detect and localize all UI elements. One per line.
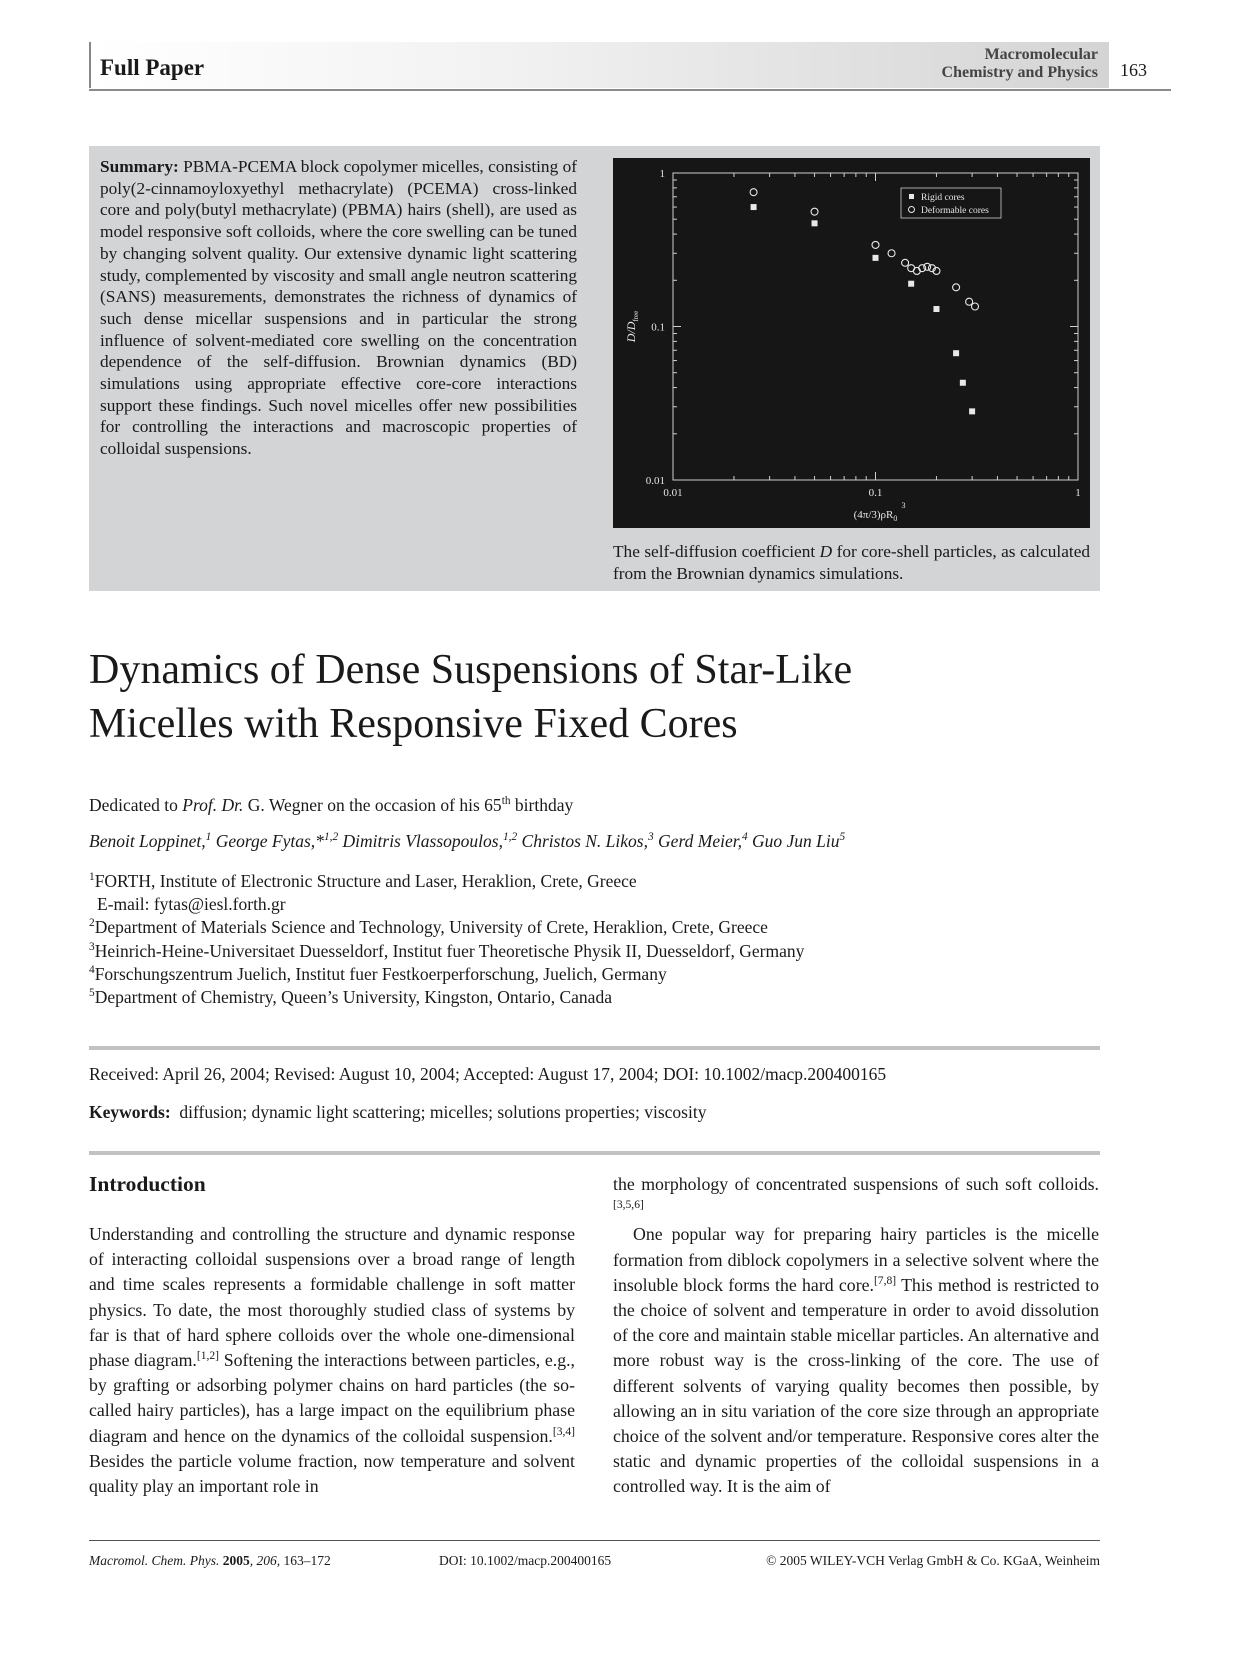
data-point-rigid — [933, 306, 939, 312]
x-axis-label: $(4\pi/3)\rho R_0$ — [853, 509, 898, 523]
caption-variable: D — [819, 542, 833, 561]
summary-label: Summary: — [100, 157, 179, 176]
citation-ref: [1,2] — [196, 1349, 220, 1363]
footer-citation: Macromol. Chem. Phys. 2005, 206, 163–172 — [89, 1553, 331, 1568]
x-tick-label: 0.01 — [663, 487, 683, 499]
divider-bottom — [89, 1151, 1100, 1155]
affiliation — [89, 916, 804, 939]
keywords-label: Keywords: — [89, 1102, 171, 1122]
text-run: Besides the particle volume fraction, now temperature and solvent quality play an important role in — [89, 1450, 575, 1497]
author-affil: 1,2 — [323, 831, 339, 844]
author-list — [89, 831, 1139, 852]
author-name: Gerd Meier, — [658, 831, 742, 851]
dedication — [89, 795, 573, 816]
author-name: Christos N. Likos, — [521, 831, 648, 851]
journal-name-line2: Chemistry and Physics — [941, 64, 1098, 81]
body-column-right — [613, 1172, 1099, 1500]
data-point-deformable — [888, 250, 895, 257]
data-point-deformable — [972, 303, 979, 310]
affiliation-email — [89, 893, 804, 916]
data-point-rigid — [953, 350, 959, 356]
text-run: Softening the interactions between particles, e.g., by grafting or adsorbing polymer chains on hard particles (the so-called hairy particles), has a large impact on the equilibrium phase diagram and hence on the dynamics of the colloidal suspension. — [89, 1350, 575, 1446]
journal-name-line1: Macromolecular — [984, 46, 1098, 63]
citation-ref: [3,5,6] — [613, 1198, 644, 1212]
author-name: Benoit Loppinet, — [89, 831, 206, 851]
x-tick-label: 1 — [1075, 487, 1081, 499]
data-point-deformable — [750, 189, 757, 196]
legend-label-deformable: Deformable cores — [921, 206, 989, 216]
affiliation-num: 1 — [89, 871, 95, 884]
data-point-deformable — [953, 284, 960, 291]
author — [216, 831, 338, 851]
data-point-deformable — [966, 298, 973, 305]
affiliation-text: Forschungszentrum Juelich, Institut fuer Festkoerperforschung, Juelich, Germany — [94, 963, 667, 984]
x-tick-label: 0.1 — [868, 487, 883, 499]
data-point-rigid — [751, 204, 757, 210]
chart-frame — [613, 158, 1090, 528]
author-affil: 1 — [205, 831, 212, 844]
divider-top — [89, 1046, 1100, 1050]
paragraph — [613, 1172, 1099, 1222]
data-point-deformable — [902, 259, 909, 266]
header-rule — [89, 89, 1171, 91]
page-number: 163 — [1120, 60, 1147, 80]
summary-body: PBMA-PCEMA block copolymer micelles, consisting of poly(2-cinnamoyloxyethyl methacrylate) (PCEMA) cross-linked core and poly(butyl methacrylate) (PBMA) hairs (shell), are used as model responsive soft colloids, where the core swelling can be tuned by changing solvent quality. Our extensive dynamic light scattering study, complemented by viscosity and small angle neutron scattering (SANS) measurements, demonstrates the richness of dynamics of such dense micellar suspensions and in particular the strong influence of solvent-mediated core swelling on the concentration dependence of the self-diffusion. Brownian dynamics (BD) simulations using appropriate effective core-core interactions support these findings. Such novel micelles offer new possibilities for controlling the interactions and macroscopic properties of colloidal suspensions. — [100, 157, 577, 459]
affiliation-text: Heinrich-Heine-Universitaet Duesseldorf, Institut fuer Theoretische Physik II, Duesseldorf, Germany — [94, 940, 805, 961]
data-point-rigid — [873, 255, 879, 261]
author — [658, 831, 748, 851]
citation-ref: [7,8] — [873, 1273, 897, 1287]
affiliation — [89, 963, 804, 986]
author — [752, 831, 845, 851]
affiliation — [89, 870, 804, 893]
y-tick-label: 0.01 — [645, 475, 665, 487]
paragraph — [89, 1222, 575, 1499]
title-line1: Dynamics of Dense Suspensions of Star-Like — [89, 647, 853, 693]
affiliation — [89, 940, 804, 963]
affiliation-text: Department of Chemistry, Queen’s University, Kingston, Ontario, Canada — [94, 987, 612, 1008]
chart-caption — [613, 541, 1090, 584]
title-line2: Micelles with Responsive Fixed Cores — [89, 701, 738, 747]
footer-rule — [89, 1540, 1100, 1541]
y-axis-label-sub: free — [632, 310, 640, 322]
author — [89, 831, 211, 851]
caption-text-post: for core-shell particles, as calculated from the Brownian dynamics simulations. — [613, 542, 1091, 583]
journal-name — [860, 46, 1098, 82]
affiliation-num: 3 — [89, 940, 95, 953]
summary-text — [100, 156, 577, 460]
author-affil: 5 — [839, 831, 846, 844]
keywords — [89, 1102, 706, 1123]
legend-marker-rigid — [909, 194, 914, 199]
citation-ref: [3,4] — [552, 1424, 575, 1438]
author-name: Guo Jun Liu — [752, 831, 840, 851]
email-text: E-mail: fytas@iesl.forth.gr — [97, 894, 286, 915]
data-point-rigid — [960, 380, 966, 386]
affiliation — [89, 986, 804, 1009]
y-axis-label: $D/D_{free}$ — [624, 310, 640, 343]
dedication-mid: G. Wegner on the occasion of his 65 — [243, 795, 502, 815]
data-point-rigid — [969, 408, 975, 414]
dedication-pre: Dedicated to — [89, 795, 183, 815]
citation-volume: 206 — [256, 1553, 277, 1568]
section-heading-introduction: Introduction — [89, 1172, 206, 1196]
data-point-deformable — [924, 263, 931, 270]
text-run: the morphology of concentrated suspensions of such soft colloids. — [613, 1174, 1099, 1194]
dedication-post: birthday — [510, 795, 574, 815]
affiliation-text: FORTH, Institute of Electronic Structure and Laser, Heraklion, Crete, Greece — [94, 871, 637, 891]
affiliation-text: Department of Materials Science and Technology, University of Crete, Heraklion, Crete, Greece — [94, 917, 768, 938]
legend-label-rigid: Rigid cores — [921, 193, 965, 203]
data-point-rigid — [812, 220, 818, 226]
footer-copyright: © 2005 WILEY-VCH Verlag GmbH & Co. KGaA, Weinheim — [766, 1553, 1100, 1568]
x-axis-label-sup: 3 — [901, 501, 906, 510]
body-column-left — [89, 1222, 575, 1499]
data-point-rigid — [908, 281, 914, 287]
affiliation-num: 2 — [89, 917, 95, 930]
section-label: Full Paper — [100, 55, 205, 80]
legend-marker-deformable — [909, 207, 915, 213]
author-name: George Fytas,* — [215, 831, 324, 851]
y-tick-label: 0.1 — [651, 321, 665, 334]
dedication-title: Prof. Dr. — [182, 795, 244, 815]
affiliation-num: 4 — [89, 963, 95, 976]
x-axis-label-sub: 0 — [893, 514, 898, 523]
data-point-deformable — [872, 241, 879, 248]
text-run: This method is restricted to the choice of solvent and temperature in order to avoid dissolution of the core and maintain stable micellar particles. An alternative and more robust way is the cross-linking of the core. The use of different solvents of varying quality becomes then possible, by allowing an in situ variation of the core size through an appropriate choice of the solvent and/or temperature. Responsive cores alter the static and dynamic properties of the colloidal suspensions in a controlled way. It is the aim of — [613, 1274, 1099, 1497]
received-dates: Received: April 26, 2004; Revised: August 10, 2004; Accepted: August 17, 2004; DOI: 10.1002/macp.200400165 — [89, 1064, 887, 1084]
text-run: One popular way for preparing hairy particles is the micelle formation from diblock copolymers in a selective solvent where the insoluble block forms the hard core. — [613, 1224, 1099, 1295]
caption-text-pre: The self-diffusion coefficient — [613, 542, 820, 561]
author — [522, 831, 654, 851]
author-affil: 4 — [741, 831, 748, 844]
footer-doi: DOI: 10.1002/macp.200400165 — [439, 1553, 612, 1568]
plot-frame — [673, 173, 1078, 480]
author-affil: 1,2 — [502, 831, 518, 844]
author — [343, 831, 518, 851]
y-tick-label: 1 — [659, 168, 665, 180]
citation-year: 2005 — [222, 1553, 250, 1568]
data-point-deformable — [811, 208, 818, 215]
dedication-sup: th — [501, 795, 511, 808]
author-name: Dimitris Vlassopoulos, — [342, 831, 503, 851]
author-affil: 3 — [647, 831, 654, 844]
paragraph — [613, 1222, 1099, 1499]
keywords-list: diffusion; dynamic light scattering; micelles; solutions properties; viscosity — [179, 1102, 707, 1122]
text-run: Understanding and controlling the structure and dynamic response of interacting colloidal suspensions over a broad range of length and time scales represents a formidable challenge in soft matter physics. To date, the most thoroughly studied class of systems by far is that of hard sphere colloids over the whole one-dimensional phase diagram. — [89, 1224, 575, 1371]
affiliation-num: 5 — [89, 987, 95, 1000]
article-title — [89, 643, 1089, 751]
affiliations — [89, 870, 804, 1009]
diffusion-chart — [613, 158, 1090, 528]
journal-abbrev: Macromol. Chem. Phys. — [89, 1553, 220, 1568]
citation-pages: 163–172 — [283, 1553, 331, 1568]
